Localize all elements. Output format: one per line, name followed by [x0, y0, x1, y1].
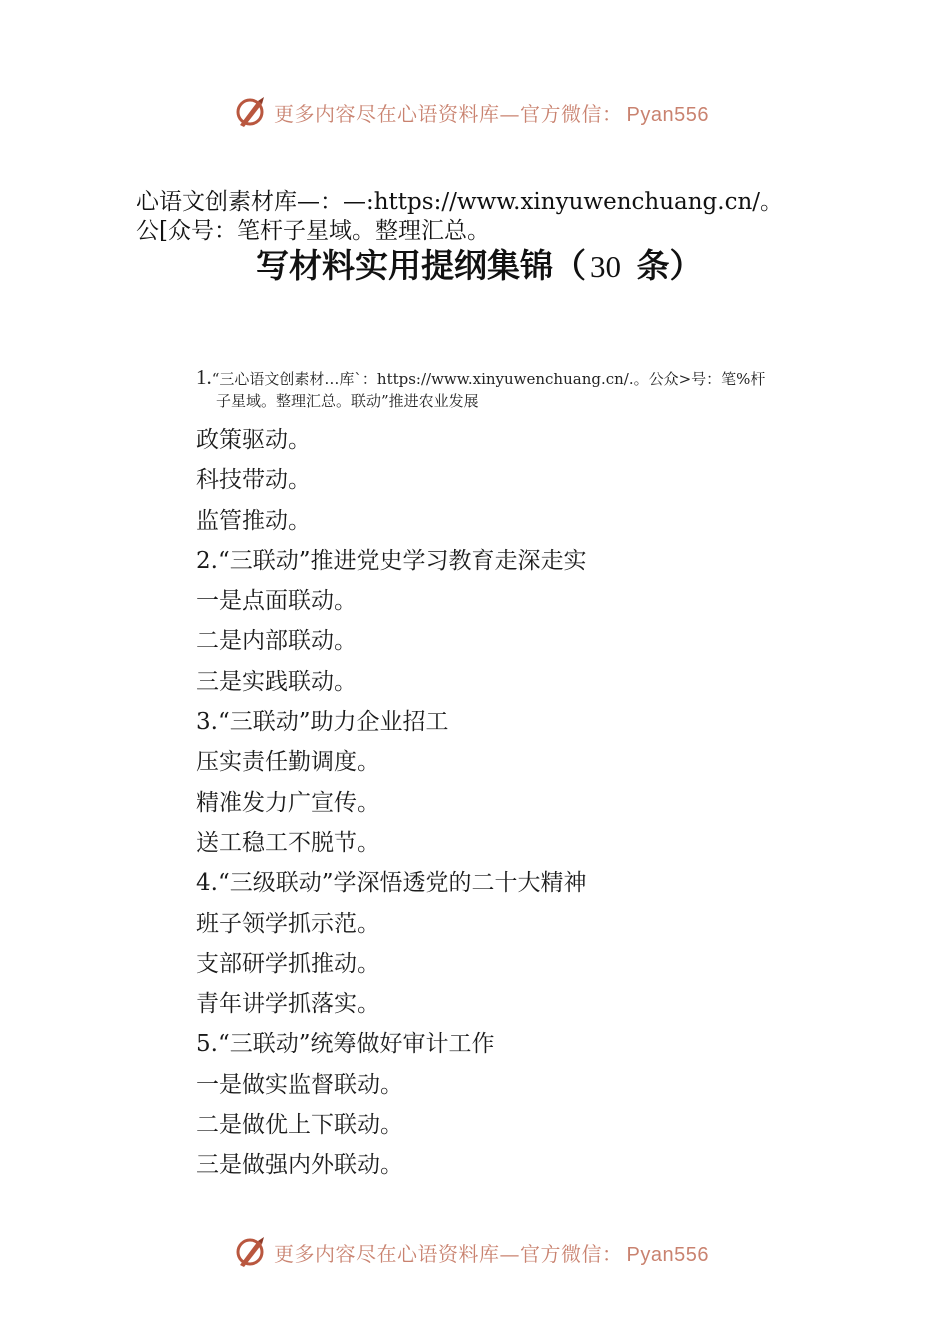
outline-item-1 — [196, 366, 846, 412]
item-1-number: 1. — [196, 365, 212, 389]
outline-content — [196, 366, 846, 1186]
title-suffix: 条） — [625, 246, 703, 285]
text-line: 科技带动。 — [196, 467, 311, 494]
text-line: 支部研学抓推动。 — [196, 950, 380, 977]
text-line: 精准发力广宣传。 — [196, 789, 380, 816]
header-line-2: 公[众号：笔杆子星域。整理汇总。 — [136, 218, 490, 244]
text-line: 班子领学抓示范。 — [196, 910, 380, 937]
item-1-line-2: 子星域。整理汇总。联动”推进农业发展 — [216, 392, 479, 410]
banner-text — [274, 98, 709, 127]
banner-main: 更多内容尽在心语资料库 — [274, 1241, 500, 1266]
text-line: 一是点面联动。 — [196, 588, 357, 615]
text-line: 青年讲学抓落实。 — [196, 991, 380, 1018]
banner-code: Pyan556 — [626, 1243, 709, 1266]
text-line: 二是做优上下联动。 — [196, 1112, 403, 1139]
banner-text — [274, 1238, 709, 1267]
top-banner — [234, 94, 754, 130]
text-line: 政策驱动。 — [196, 427, 311, 453]
text-line: 送工稳工不脱节。 — [196, 829, 380, 856]
text-line: 压实责任勤调度。 — [196, 749, 380, 776]
pen-logo-icon — [234, 1235, 268, 1269]
bottom-banner — [234, 1234, 754, 1270]
title-prefix: 写材料实用提纲集锦（ — [256, 246, 586, 285]
outline-heading: 3.“三联动”助力企业招工 — [196, 709, 449, 736]
title-number: 30 — [590, 249, 621, 284]
outline-heading: 5.“三联动”统筹做好审计工作 — [196, 1031, 495, 1058]
banner-code: Pyan556 — [626, 103, 709, 126]
page-title — [256, 240, 703, 287]
text-line: 三是做强内外联动。 — [196, 1152, 403, 1179]
banner-dash: — — [499, 101, 520, 126]
text-line: 三是实践联动。 — [196, 668, 357, 695]
text-line: 二是内部联动。 — [196, 628, 357, 655]
text-line: 监管推动。 — [196, 507, 311, 534]
outline-heading: 4.“三级联动”学深悟透党的二十大精神 — [196, 870, 587, 897]
item-1-line-1: “三心语文创素材…库`：https://www.xinyuwenchuang.cn/.。公众>号：笔%杆 — [211, 370, 766, 388]
text-line: 一是做实监督联动。 — [196, 1071, 403, 1098]
banner-suffix: 官方微信： — [520, 101, 623, 126]
pen-logo-icon — [234, 95, 268, 129]
outline-heading: 2.“三联动”推进党史学习教育走深走实 — [196, 547, 587, 574]
banner-dash: — — [499, 1241, 520, 1266]
banner-main: 更多内容尽在心语资料库 — [274, 101, 500, 126]
banner-suffix: 官方微信： — [520, 1241, 623, 1266]
header-lines — [136, 188, 783, 246]
header-line-1: 心语文创素材库—：—:https://www.xinyuwenchuang.cn/。 — [136, 189, 784, 215]
